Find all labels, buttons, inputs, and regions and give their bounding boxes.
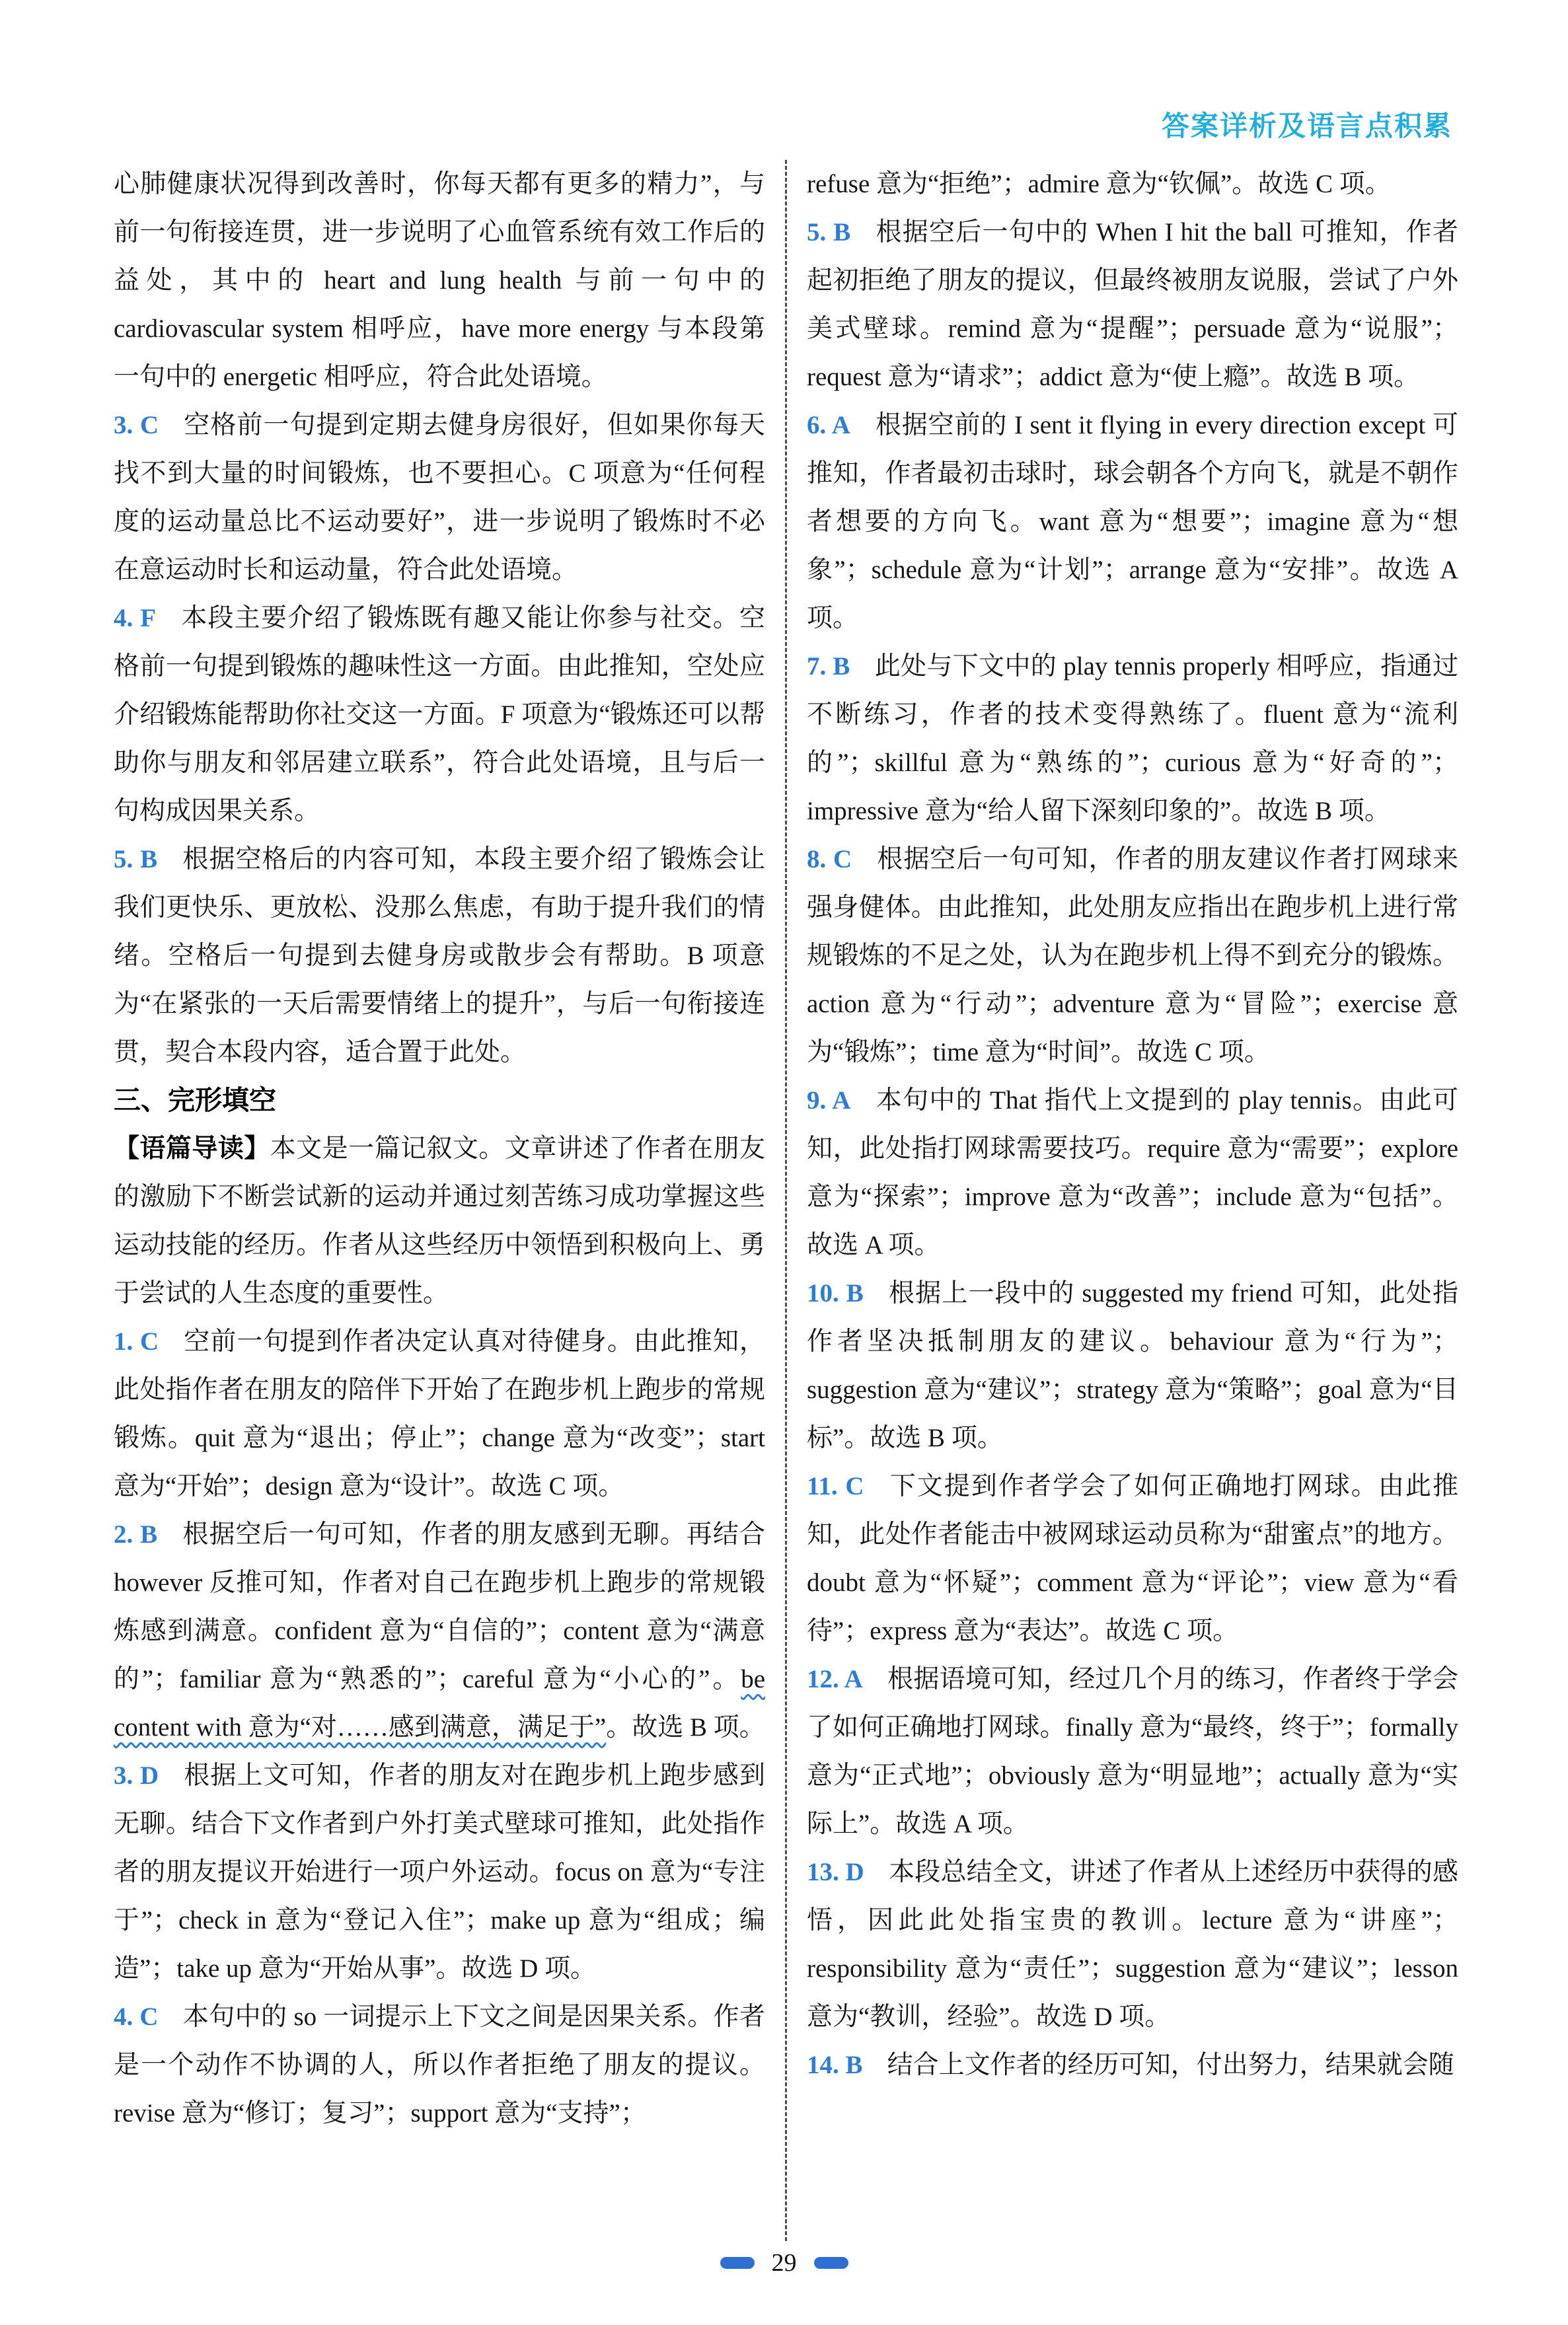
answer-paragraph bbox=[807, 2041, 1458, 2089]
answer-paragraph bbox=[807, 1655, 1458, 1848]
text-run: 本段总结全文，讲述了作者从上述经历中获得的感悟，因此此处指宝贵的教训。lecture 意为“讲座”；responsibility 意为“责任”；suggestion 意为“建议”；lesson 意为“教训，经验”。故选 D 项。 bbox=[807, 1858, 1458, 2031]
answer-paragraph bbox=[807, 1848, 1458, 2041]
text-run: 根据空前的 I sent it flying in every direction except 可推知，作者最初击球时，球会朝各个方向飞，就是不朝作者想要的方向飞。want 意为“想要”；imagine 意为“想象”；schedule 意为“计划”；arrange 意为“安排”。故选 A 项。 bbox=[807, 411, 1458, 632]
answer-key: 11. C bbox=[807, 1472, 864, 1500]
answer-paragraph bbox=[114, 1510, 765, 1752]
answer-paragraph bbox=[114, 835, 765, 1076]
answer-paragraph bbox=[114, 594, 765, 835]
answer-key: 1. C bbox=[114, 1327, 159, 1356]
text-run: 根据空后一句可知，作者的朋友建议作者打网球来强身健体。由此推知，此处朋友应指出在跑步机上进行常规锻炼的不足之处，认为在跑步机上得不到充分的锻炼。action 意为“行动”；adventure 意为“冒险”；exercise 意为“锻炼”；time 意为“时间”。故选 C 项。 bbox=[807, 845, 1458, 1066]
text-run: 根据语境可知，经过几个月的练习，作者终于学会了如何正确地打网球。finally 意为“最终，终于”；formally 意为“正式地”；obviously 意为“明显地”；actually 意为“实际上”。故选 A 项。 bbox=[807, 1665, 1458, 1838]
answer-paragraph bbox=[807, 642, 1458, 835]
answer-key: 8. C bbox=[807, 845, 852, 873]
paragraph bbox=[114, 160, 765, 401]
text-run: 三、完形填空 bbox=[114, 1085, 276, 1115]
text-run: 本句中的 so 一词提示上下文之间是因果关系。作者是一个动作不协调的人，所以作者拒绝了朋友的提议。revise 意为“修订；复习”；support 意为“支持”； bbox=[114, 2003, 765, 2127]
answer-key: 12. A bbox=[807, 1665, 863, 1693]
text-run: 此处与下文中的 play tennis properly 相呼应，指通过不断练习，作者的技术变得熟练了。fluent 意为“流利的”；skillful 意为“熟练的”；curious 意为“好奇的”；impressive 意为“给人留下深刻印象的”。故选 B 项。 bbox=[807, 652, 1458, 825]
answer-paragraph bbox=[807, 401, 1458, 642]
answer-key: 9. A bbox=[807, 1086, 851, 1115]
text-run: 根据空后一句中的 When I hit the ball 可推知，作者起初拒绝了朋友的提议，但最终被朋友说服，尝试了户外美式壁球。remind 意为“提醒”；persuade 意为“说服”；request 意为“请求”；addict 意为“使上瘾”。故选 B 项。 bbox=[807, 218, 1458, 391]
text-run: 下文提到作者学会了如何正确地打网球。由此推知，此处作者能击中被网球运动员称为“甜蜜点”的地方。doubt 意为“怀疑”；comment 意为“评论”；view 意为“看待”；express 意为“表达”。故选 C 项。 bbox=[807, 1472, 1458, 1645]
answer-key: 4. F bbox=[114, 604, 157, 632]
paragraph bbox=[807, 160, 1458, 208]
text-run: 空格前一句提到定期去健身房很好，但如果你每天找不到大量的时间锻炼，也不要担心。C 项意为“任何程度的运动量总比不运动要好”，进一步说明了锻炼时不必在意运动时长和运动量，符合此处语境。 bbox=[114, 411, 765, 584]
footer-accent-bar-left bbox=[720, 2257, 755, 2269]
answer-key: 3. D bbox=[114, 1761, 159, 1790]
answer-key: 14. B bbox=[807, 2051, 863, 2079]
section-heading bbox=[114, 1076, 765, 1125]
text-run: 本句中的 That 指代上文提到的 play tennis。由此可知，此处指打网球需要技巧。require 意为“需要”；explore 意为“探索”；improve 意为“改善”；include 意为“包括”。故选 A 项。 bbox=[807, 1086, 1458, 1259]
right-column bbox=[807, 160, 1458, 2241]
answer-key: 10. B bbox=[807, 1279, 864, 1308]
answer-key: 5. B bbox=[114, 845, 158, 873]
paragraph bbox=[114, 1125, 765, 1317]
lead-label: 【语篇导读】 bbox=[114, 1134, 270, 1163]
answer-paragraph bbox=[807, 1076, 1458, 1269]
text-run: 空前一句提到作者决定认真对待健身。由此推知，此处指作者在朋友的陪伴下开始了在跑步机上跑步的常规锻炼。quit 意为“退出；停止”；change 意为“改变”；start 意为“开始”；design 意为“设计”。故选 C 项。 bbox=[114, 1327, 765, 1500]
answer-key: 3. C bbox=[114, 411, 159, 439]
page-content bbox=[114, 160, 1458, 2241]
text-run: 根据上文可知，作者的朋友对在跑步机上跑步感到无聊。结合下文作者到户外打美式壁球可推知，此处指作者的朋友提议开始进行一项户外运动。focus on 意为“专注于”；check in 意为“登记入住”；make up 意为“组成；编造”；take up 意为“开始从事”。故选 D 项。 bbox=[114, 1761, 765, 1983]
page-header-title: 答案详析及语言点积累 bbox=[1161, 110, 1452, 141]
text-run: 根据空后一句可知，作者的朋友感到无聊。再结合 however 反推可知，作者对自己在跑步机上跑步的常规锻炼感到满意。confident 意为“自信的”；content 意为“满意的”；familiar 意为“熟悉的”；careful 意为“小心的”。 bbox=[114, 1520, 765, 1693]
text-run: 本文是一篇记叙文。文章讲述了作者在朋友的激励下不断尝试新的运动并通过刻苦练习成功掌握这些运动技能的经历。作者从这些经历中领悟到积极向上、勇于尝试的人生态度的重要性。 bbox=[114, 1134, 765, 1308]
text-run: refuse 意为“拒绝”；admire 意为“钦佩”。故选 C 项。 bbox=[807, 170, 1391, 198]
answer-paragraph bbox=[114, 1752, 765, 1993]
answer-key: 6. A bbox=[807, 411, 850, 439]
answer-paragraph bbox=[807, 1269, 1458, 1462]
text-run: 。故选 B 项。 bbox=[606, 1713, 765, 1742]
answer-paragraph bbox=[114, 1993, 765, 2137]
wavy-underlined-text: be content with 意为“对……感到满意，满足于” bbox=[114, 1665, 765, 1742]
answer-paragraph bbox=[114, 1317, 765, 1510]
answer-key: 2. B bbox=[114, 1520, 158, 1549]
column-divider bbox=[785, 160, 787, 2241]
answer-key: 4. C bbox=[114, 2003, 159, 2031]
text-run: 根据空格后的内容可知，本段主要介绍了锻炼会让我们更快乐、更放松、没那么焦虑，有助于提升我们的情绪。空格后一句提到去健身房或散步会有帮助。B 项意为“在紧张的一天后需要情绪上的提升”，与后一句衔接连贯，契合本段内容，适合置于此处。 bbox=[114, 845, 765, 1066]
text-run: 心肺健康状况得到改善时，你每天都有更多的精力”，与前一句衔接连贯，进一步说明了心血管系统有效工作后的益处，其中的 heart and lung health 与前一句中的 cardiovascular system 相呼应，have more energy 与本段第一句中的 energetic 相呼应，符合此处语境。 bbox=[114, 170, 765, 391]
answer-paragraph bbox=[807, 208, 1458, 401]
answer-paragraph bbox=[114, 401, 765, 594]
text-run: 根据上一段中的 suggested my friend 可知，此处指作者坚决抵制朋友的建议。behaviour 意为“行为”；suggestion 意为“建议”；strategy 意为“策略”；goal 意为“目标”。故选 B 项。 bbox=[807, 1279, 1458, 1452]
page-footer bbox=[0, 2248, 1568, 2277]
footer-accent-bar-right bbox=[814, 2257, 848, 2269]
answer-paragraph bbox=[807, 1462, 1458, 1655]
left-column bbox=[114, 160, 765, 2241]
answer-key: 7. B bbox=[807, 652, 850, 681]
answer-key: 5. B bbox=[807, 218, 851, 246]
text-run: 结合上文作者的经历可知，付出努力，结果就会随 bbox=[887, 2051, 1454, 2079]
text-run: 本段主要介绍了锻炼既有趣又能让你参与社交。空格前一句提到锻炼的趣味性这一方面。由此推知，空处应介绍锻炼能帮助你社交这一方面。F 项意为“锻炼还可以帮助你与朋友和邻居建立联系”，符合此处语境，且与后一句构成因果关系。 bbox=[114, 604, 765, 825]
answer-key: 13. D bbox=[807, 1858, 864, 1886]
answer-paragraph bbox=[807, 835, 1458, 1076]
page-number: 29 bbox=[771, 2249, 797, 2277]
